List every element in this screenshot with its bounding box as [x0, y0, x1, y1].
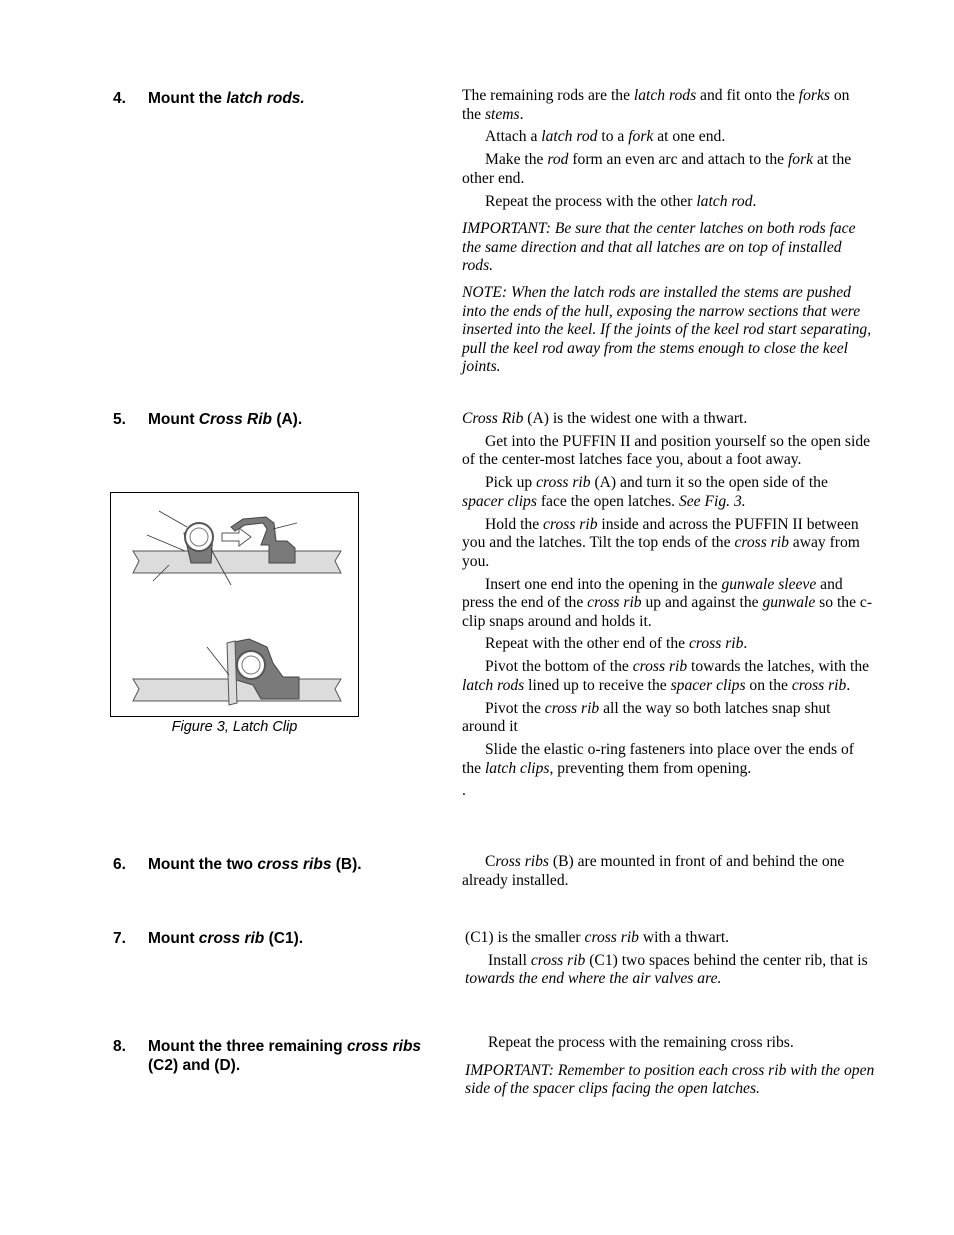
italic-term: cross rib: [530, 951, 586, 969]
step-number: 6.: [113, 856, 126, 873]
body-paragraph: Pivot the bottom of the cross rib towards the latches, with the latch rods lined up to receive the spacer clips on the cross rib.: [462, 658, 870, 694]
step-number: 5.: [113, 411, 126, 428]
italic-term: latch rods: [633, 87, 697, 104]
italic-term: fork: [628, 128, 654, 146]
body-paragraph: Install cross rib (C1) two spaces behind the center rib, that is towards the end where the air valves are.: [465, 951, 868, 988]
italic-term: Cross Rib: [462, 410, 524, 427]
body-paragraph: Cross Rib (A) is the widest one with a thwart.: [462, 410, 748, 427]
step-title: Mount cross rib (C1).: [148, 930, 304, 947]
body-paragraph: Pick up cross rib (A) and turn it so the open side of the spacer clips face the open latches. See Fig. 3.: [462, 474, 828, 510]
italic-term: cross rib: [198, 930, 265, 947]
italic-term: spacer clips: [462, 492, 537, 510]
italic-term: latch rod: [696, 192, 753, 210]
body-paragraph: Insert one end into the opening in the gunwale sleeve and press the end of the cross rib up and against the gunwale so the c-clip snaps around and holds it.: [462, 575, 873, 630]
italic-term: forks: [798, 87, 830, 104]
body-paragraph: Get into the PUFFIN II and position yourself so the open side of the center-most latches face you, about a foot away.: [462, 432, 871, 469]
body-paragraph: Slide the elastic o-ring fasteners into place over the ends of the latch clips, preventing them from opening.: [462, 741, 854, 777]
step-number: 7.: [113, 930, 126, 947]
italic-term: fork: [787, 151, 814, 169]
body-paragraph: IMPORTANT: Be sure that the center latches on both rods face the same direction and that all latches are on top of installed rods.: [462, 220, 856, 275]
italic-term: cross ribs: [346, 1038, 422, 1055]
italic-term: ross ribs: [495, 853, 549, 870]
italic-term: cross rib: [632, 658, 688, 676]
direction-arrow: [222, 528, 251, 546]
step-8-body: [465, 1034, 875, 1107]
italic-term: cross rib: [587, 594, 642, 612]
figure-caption: Figure 3, Latch Clip: [171, 719, 298, 735]
italic-term: towards the end where the air valves are.: [465, 970, 722, 988]
italic-term: latch rod: [541, 128, 598, 146]
body-paragraph: Attach a latch rod to a fork at one end.: [485, 128, 726, 146]
step-title: Mount the three remaining cross ribs (C2) and (D).: [148, 1038, 422, 1074]
body-paragraph: The remaining rods are the latch rods and fit onto the forks on the stems.: [462, 87, 850, 123]
step-4-body: [462, 87, 872, 385]
italic-term: latch clips: [484, 759, 550, 777]
italic-term: See Fig. 3.: [678, 492, 746, 510]
step-title: Mount the two cross ribs (B).: [148, 856, 362, 873]
italic-term: cross rib: [791, 676, 847, 694]
step-6-body: [462, 853, 872, 894]
italic-term: latch rods: [462, 676, 525, 694]
italic-term: cross rib: [536, 474, 591, 492]
italic-term: latch rods.: [226, 90, 305, 107]
italic-term: cross rib: [543, 515, 598, 533]
body-paragraph: Cross ribs (B) are mounted in front of and behind the one already installed.: [462, 853, 845, 889]
italic-term: cross ribs: [257, 856, 332, 873]
body-paragraph: IMPORTANT: Remember to position each cross rib with the open side of the spacer clips facing the open latches.: [465, 1061, 875, 1098]
italic-term: gunwale sleeve: [721, 575, 817, 593]
body-paragraph: NOTE: When the latch rods are installed the stems are pushed into the ends of the hull, exposing the narrow sections that were inserted into the keel. If the joints of the keel rod start separating, pull the keel rod away from the stems enough to close the keel joints.: [462, 283, 872, 376]
step-5-body: [462, 410, 872, 805]
body-paragraph: Repeat the process with the remaining cross ribs.: [488, 1034, 794, 1051]
step-number: 8.: [113, 1038, 126, 1055]
body-paragraph: Make the rod form an even arc and attach to the fork at the other end.: [462, 151, 852, 187]
italic-term: gunwale: [762, 594, 816, 612]
body-paragraph: Pivot the cross rib all the way so both latches snap shut around it: [462, 699, 831, 736]
italic-term: spacer clips: [670, 676, 746, 694]
body-paragraph: (C1) is the smaller cross rib with a thwart.: [465, 929, 730, 946]
italic-term: stems: [484, 105, 520, 123]
body-paragraph: Repeat with the other end of the cross rib.: [485, 635, 748, 653]
latch-clip-figure: [110, 492, 359, 717]
body-paragraph: Hold the cross rib inside and across the PUFFIN II between you and the latches. Tilt the top ends of the cross rib away from you.: [462, 515, 860, 570]
cross-rib: [227, 641, 237, 705]
latch-clip-illustration: [111, 493, 358, 716]
body-paragraph: Repeat the process with the other latch rod.: [485, 192, 757, 210]
step-number: 4.: [113, 90, 126, 107]
italic-term: cross rib: [734, 534, 789, 552]
step-title: Mount the latch rods.: [148, 90, 305, 107]
italic-term: Cross Rib: [198, 411, 273, 428]
step-7-body: [465, 929, 875, 993]
body-paragraph: .: [462, 782, 466, 800]
italic-term: cross rib: [544, 699, 600, 717]
step-title: Mount Cross Rib (A).: [148, 411, 303, 428]
italic-term: cross rib: [688, 635, 744, 653]
italic-term: rod: [547, 151, 569, 169]
italic-term: cross rib: [584, 929, 639, 946]
